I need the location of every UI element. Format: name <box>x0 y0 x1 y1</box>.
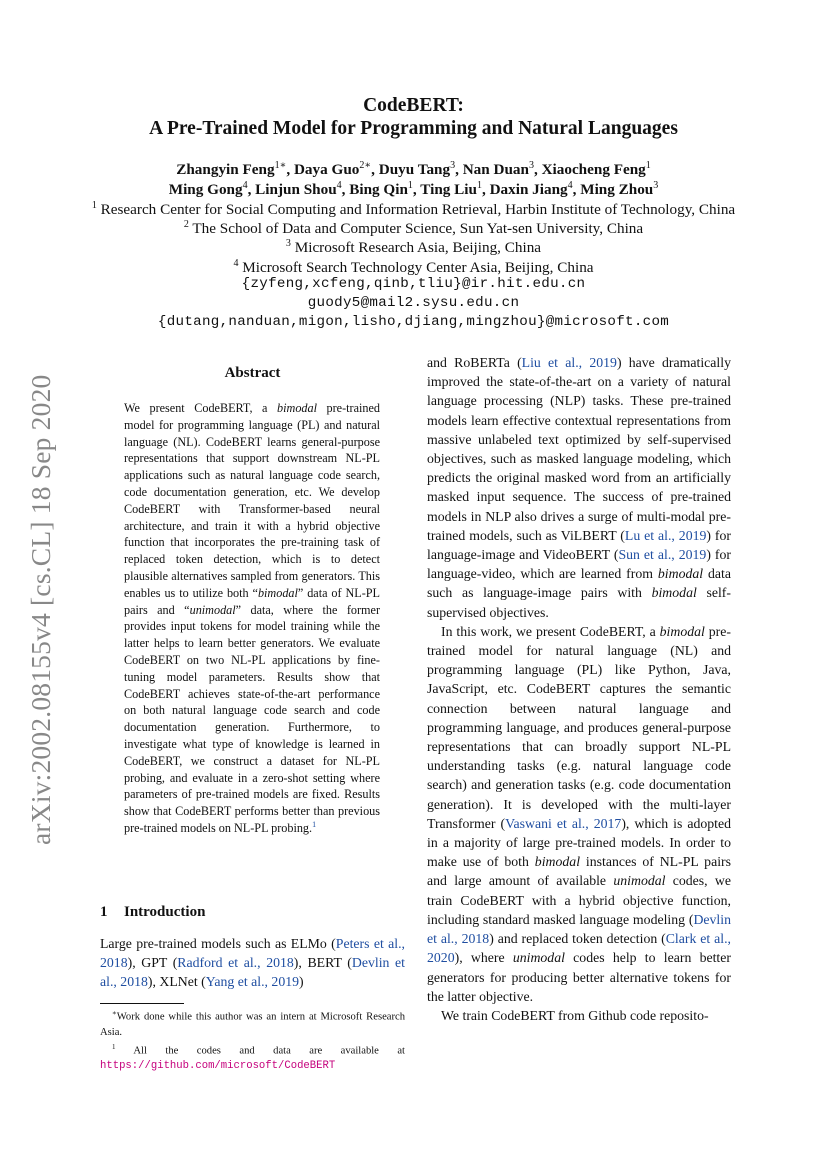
abstract-heading: Abstract <box>224 365 281 381</box>
affiliation-mark: 4 <box>233 258 239 269</box>
email-hit: {zyfeng,xcfeng,qinb,tliu}@ir.hit.edu.cn <box>241 276 586 292</box>
abstract-body: We present CodeBERT, a bimodal pre-trained model for programming language (PL) and natural language (NL). CodeBERT learns general-purpose representations that support downstream NL-PL applications such as natural language code search, code documentation generation, etc. We develop CodeBERT with Transformer-based neural architecture, and train it with a hybrid objective function that incorporates the pre-training task of replaced token detection, which is to detect plausible alternatives sampled from generators. This enables us to utilize both “bimodal” data of NL-PL pairs and “unimodal” data, where the former provides input tokens for model training while the latter helps to learn better generators. We evaluate CodeBERT on two NL-PL applications by fine-tuning model parameters. Results show that CodeBERT achieves state-of-the-art performance on both natural language code search and code documentation generation. Furthermore, to investigate what type of knowledge is learned in CodeBERT, we construct a dataset for NL-PL probing, and evaluate in a zero-shot setting where parameters of pre-trained models are fixed. Results show that CodeBERT performs better than previous pre-trained models on NL-PL probing.$^1$ <box>124 401 380 835</box>
section-title: Introduction <box>124 904 206 920</box>
citation-link[interactable]: Devlin et al., 2018 <box>100 955 406 990</box>
author-mark: 4 <box>567 180 573 191</box>
affiliation-mark: 1 <box>91 200 97 211</box>
author-name: Bing Qin <box>349 181 408 199</box>
author-name: Zhangyin Feng <box>176 161 275 179</box>
author-mark: 1 <box>407 180 413 191</box>
author-name: Nan Duan <box>462 161 529 179</box>
footnote-divider <box>100 1003 184 1004</box>
author-mark: 1∗ <box>274 160 287 171</box>
affiliation-text: Microsoft Research Asia, Beijing, China <box>294 239 542 257</box>
affiliation-text: Research Center for Social Computing and Information Retrieval, Harbin Institute of Technology, China <box>100 201 736 219</box>
author-mark: 4 <box>242 180 248 191</box>
author-name: Xiaocheng Feng <box>541 161 646 179</box>
right-column <box>427 353 731 1025</box>
affiliation-mark: 3 <box>285 238 291 249</box>
paper-title-line2: A Pre-Trained Model for Programming and Natural Languages <box>149 118 678 139</box>
code-url-link[interactable]: https://github.com/microsoft/CodeBERT <box>100 1060 336 1073</box>
right-paragraph-3: We train CodeBERT from Github code reposito- <box>441 1007 709 1023</box>
citation-link[interactable]: Sun et al., 2019 <box>618 547 707 563</box>
footnote-ref[interactable]: 1 <box>312 819 317 829</box>
author-mark: 2∗ <box>359 160 372 171</box>
right-paragraph-2: In this work, we present CodeBERT, a bimodal pre-trained model for natural language (NL) and programming language (PL) like Python, Java, JavaScript, etc. CodeBERT captures the semantic connection between natural language and programming language, and produces general-purpose representations that can broadly support NL-PL understanding tasks (e.g. natural language code search) and generation tasks (e.g. code documentation generation). It is developed with the multi-layer Transformer (Vaswani et al., 2017), which is adopted in a majority of large pre-trained models. In order to make use of both bimodal instances of NL-PL pairs and large amount of available unimodal codes, we train CodeBERT with a hybrid objective function, including standard masked language modeling (Devlin et al., 2018) and replaced token detection (Clark et al., 2020), where unimodal codes help to learn better generators for producing better alternative tokens for the latter objective. <box>427 623 732 1004</box>
intro-paragraph: Large pre-trained models such as ELMo (Peters et al., 2018), GPT (Radford et al., 2018), BERT (Devlin et al., 2018), XLNet (Yang et al., 2019) <box>100 936 406 990</box>
author-name: Daya Guo <box>293 161 360 179</box>
author-name: Linjun Shou <box>255 181 337 199</box>
author-line-1: Zhangyin Feng$^{1∗}$, Daya Guo$^{2∗}$, Duyu Tang$^3$, Nan Duan$^3$, Xiaocheng Feng$^1$ <box>176 160 651 179</box>
author-line-2: Ming Gong$^4$, Linjun Shou$^4$, Bing Qin$^1$, Ting Liu$^1$, Daxin Jiang$^4$, Ming Zhou$^3$ <box>168 180 659 199</box>
author-mark: 1 <box>645 160 651 171</box>
author-name: Daxin Jiang <box>489 181 568 199</box>
author-name: Ting Liu <box>420 181 477 199</box>
author-mark: 3 <box>450 160 456 171</box>
citation-link[interactable]: Clark et al., 2020 <box>427 931 731 966</box>
right-paragraph-1: and RoBERTa (Liu et al., 2019) have dramatically improved the state-of-the-art on a variety of natural language processing (NLP) tasks. These pre-trained models learn effective contextual representations from massive unlabeled text optimized by self-supervised objectives, such as masked language modeling, which predicts the original masked word from an artificially masked input sequence. The success of pre-trained models in NLP also drives a surge of multi-modal pre-trained models, such as ViLBERT (Lu et al., 2019) for language-image and VideoBERT (Sun et al., 2019) for language-video, which are learned from bimodal data such as language-image pairs with bimodal self-supervised objectives. <box>427 355 731 620</box>
citation-link[interactable]: Vaswani et al., 2017 <box>505 815 622 831</box>
citation-link[interactable]: Yang et al., 2019 <box>205 974 300 990</box>
author-mark: 3 <box>528 160 534 171</box>
section-heading <box>100 902 205 922</box>
citation-link[interactable]: Devlin et al., 2018 <box>427 911 731 947</box>
author-name: Ming Gong <box>168 181 243 199</box>
citation-link[interactable]: Lu et al., 2019 <box>624 527 707 543</box>
email-sysu: guody5@mail2.sysu.edu.cn <box>307 295 520 311</box>
citation-link[interactable]: Liu et al., 2019 <box>521 355 617 370</box>
author-mark: 4 <box>336 180 342 191</box>
arxiv-side-stamp: arXiv:2002.08155v4 [cs.CL] 18 Sep 2020 <box>25 374 56 845</box>
paper-title-line1: CodeBERT: <box>363 95 464 116</box>
citation-link[interactable]: Radford et al., 2018 <box>177 955 294 971</box>
author-name: Ming Zhou <box>580 181 654 199</box>
affiliation-mark: 2 <box>183 219 189 230</box>
author-mark: 1 <box>476 180 482 191</box>
footnote-1: $^1$ All the codes and data are available at https://github.com/microsoft/CodeBERT <box>100 1042 405 1073</box>
footnotes <box>100 1006 405 1074</box>
section-number: 1 <box>100 904 108 920</box>
author-name: Duyu Tang <box>378 161 451 179</box>
email-microsoft: {dutang,nanduan,migon,lisho,djiang,mingzhou}@microsoft.com <box>157 314 670 330</box>
affiliation-text: Microsoft Search Technology Center Asia, Beijing, China <box>242 259 594 277</box>
citation-link[interactable]: Peters et al., 2018 <box>100 936 405 971</box>
footnote-star: ∗Work done while this author was an intern at Microsoft Research Asia. <box>100 1009 405 1038</box>
affiliation-text: The School of Data and Computer Science, Sun Yat-sen University, China <box>192 220 644 238</box>
author-mark: 3 <box>653 180 659 191</box>
